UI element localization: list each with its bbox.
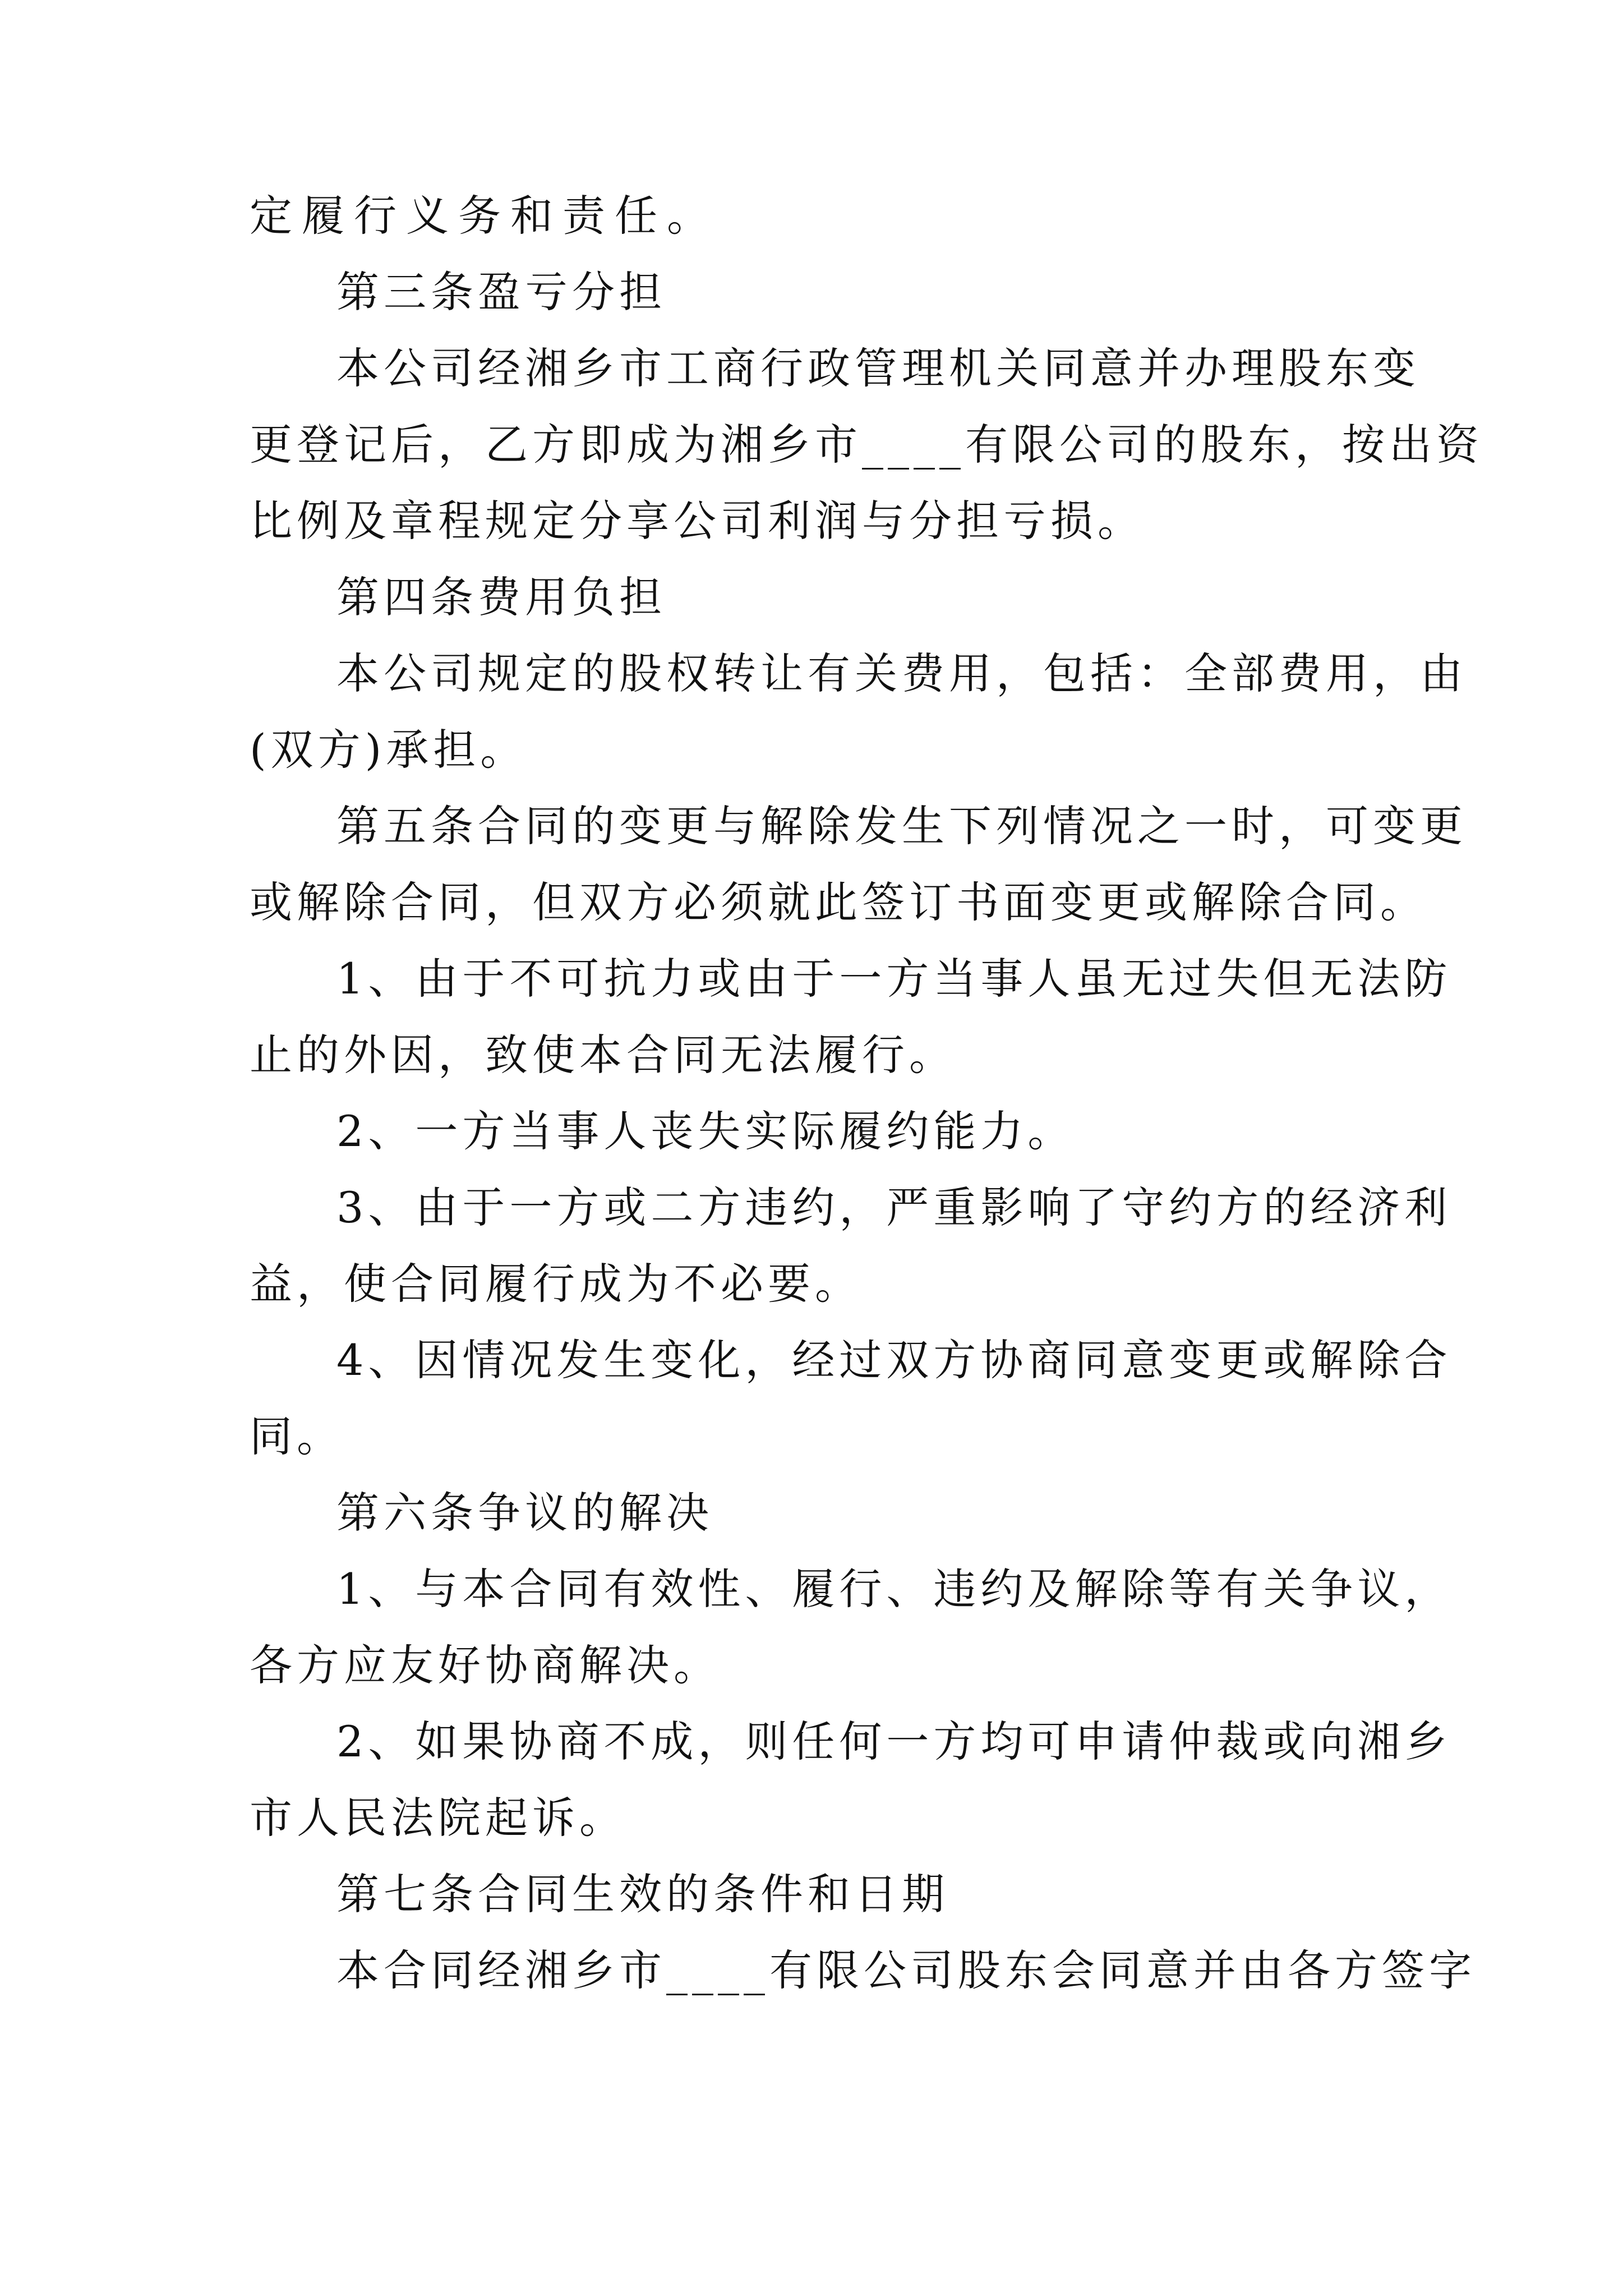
text-line: 各方应友好协商解决。 (250, 1640, 721, 1690)
text-line: 定履行义务和责任。 (250, 191, 719, 241)
list-item: 1、与本合同有效性、履行、违约及解除等有关争议， (336, 1564, 1452, 1614)
text-line: 市人民法院起诉。 (250, 1793, 626, 1843)
list-item: 2、如果协商不成，则任何一方均可申请仲裁或向湘乡 (336, 1717, 1452, 1766)
list-item: 2、一方当事人丧失实际履约能力。 (336, 1106, 1075, 1156)
text-line: 本公司经湘乡市工商行政管理机关同意并办理股东变 (336, 343, 1420, 393)
list-item: 4、因情况发生变化，经过双方协商同意变更或解除合 (336, 1335, 1452, 1385)
text-line: 本合同经湘乡市____有限公司股东会同意并由各方签字 (336, 1945, 1476, 1995)
text-line: 或解除合同，但双方必须就此签订书面变更或解除合同。 (250, 877, 1427, 927)
section-heading: 第六条争议的解决 (336, 1488, 713, 1538)
section-heading: 第七条合同生效的条件和日期 (336, 1869, 949, 1919)
section-heading: 第五条合同的变更与解除发生下列情况之一时，可变更 (336, 801, 1467, 851)
text-line: 更登记后，乙方即成为湘乡市____有限公司的股东，按出资 (250, 420, 1483, 470)
section-heading: 第四条费用负担 (336, 572, 666, 622)
text-line: 益，使合同履行成为不必要。 (250, 1259, 862, 1309)
text-line: 本公司规定的股权转让有关费用，包括：全部费用，由 (336, 648, 1467, 698)
text-line: 同。 (250, 1411, 344, 1461)
text-line: (双方)承担。 (250, 725, 528, 775)
text-line: 比例及章程规定分享公司利润与分担亏损。 (250, 496, 1145, 546)
section-heading: 第三条盈亏分担 (336, 267, 666, 317)
list-item: 1、由于不可抗力或由于一方当事人虽无过失但无法防 (336, 954, 1452, 1004)
text-line: 止的外因，致使本合同无法履行。 (250, 1030, 956, 1080)
list-item: 3、由于一方或二方违约，严重影响了守约方的经济利 (336, 1182, 1452, 1232)
